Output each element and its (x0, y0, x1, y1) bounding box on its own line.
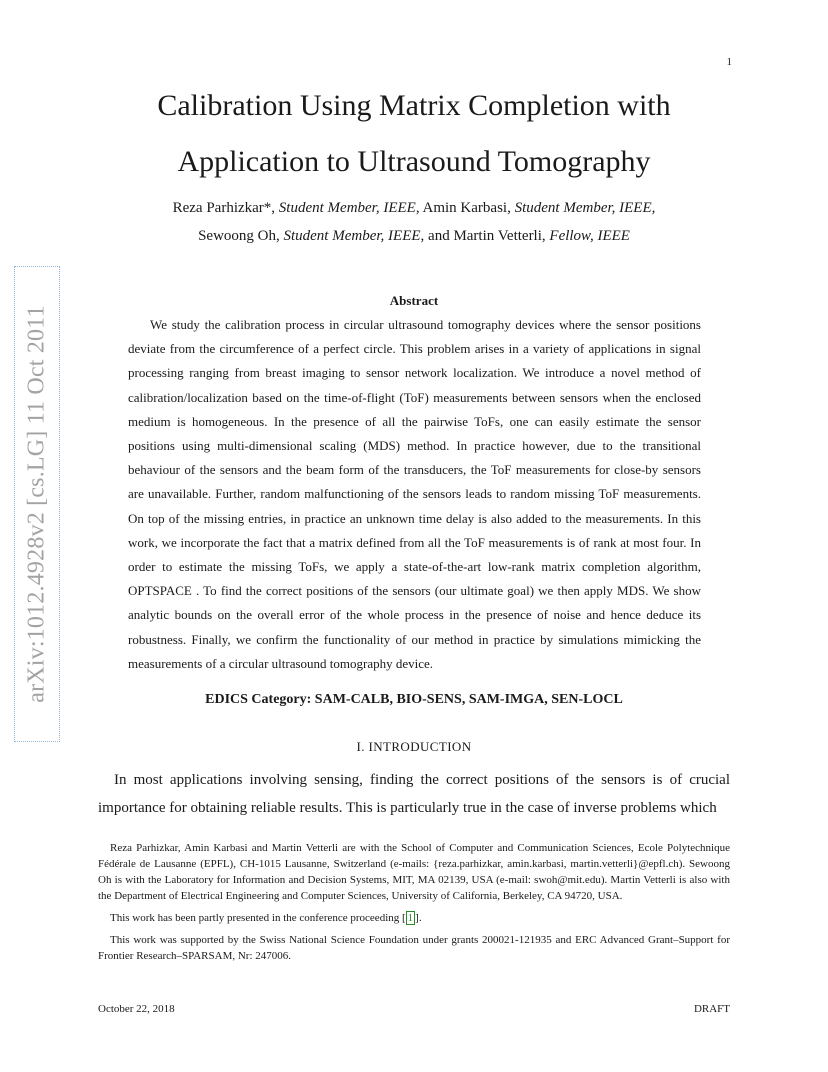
footnote-affiliation: Reza Parhizkar, Amin Karbasi and Martin Vetterli are with the School of Computer and Communication Sciences, Ecole Polytechnique Fédérale de Lausanne (EPFL), CH-1015 Lausanne, Switzerland (e-mails: {reza.parhizkar, amin.karbasi, martin.vetterli}@epfl.ch). Sewoong Oh is with the Laboratory for Information and Decision Systems, MIT, MA 02139, USA (e-mail: swoh@mit.edu). Martin Vetterli is also with the Department of Electrical Engineering and Computer Sciences, University of California, Berkeley, CA 94720, USA. (98, 842, 730, 902)
paper-title: Calibration Using Matrix Completion with Application to Ultrasound Tomography (157, 89, 671, 178)
footnote-conference: This work has been partly presented in the conference proceeding [ 1 ]. (110, 912, 422, 924)
footer-date: October 22, 2018 (98, 1003, 175, 1015)
arxiv-identifier-stamp[interactable] (14, 266, 60, 742)
footer-status: DRAFT (693, 1003, 730, 1015)
footnotes (98, 840, 730, 970)
author-line-1: Reza Parhizkar*, Student Member, IEEE, Amin Karbasi, Student Member, IEEE, (172, 200, 656, 216)
arxiv-identifier-text: arXiv:1012.4928v2 [cs.LG] 11 Oct 2011 (23, 305, 50, 703)
abstract-heading: Abstract (389, 293, 439, 308)
footnote-funding: This work was supported by the Swiss National Science Foundation under grants 200021-121935 and ERC Advanced Grant–Support for Frontier Research–SPARSAM, Nr: 247006. (98, 934, 730, 962)
introduction-text: In most applications involving sensing, finding the correct positions of the sensors is of crucial importance for obtaining reliable results. This is particularly true in the case of inverse problems which (98, 772, 730, 816)
author-line-2: Sewoong Oh, Student Member, IEEE, and Martin Vetterli, Fellow, IEEE (198, 228, 630, 244)
citation-link[interactable]: 1 (407, 912, 414, 924)
section-heading-introduction: I. INTRODUCTION (356, 739, 472, 754)
author-list (98, 194, 730, 250)
edics-category: EDICS Category: SAM-CALB, BIO-SENS, SAM-IMGA, SEN-LOCL (205, 692, 623, 707)
abstract-text: We study the calibration process in circular ultrasound tomography devices where the sensor positions deviate from the circumference of a perfect circle. This problem arises in a variety of applications in signal processing ranging from breast imaging to sensor network localization. We introduce a novel method of calibration/localization based on the time-of-flight (ToF) measurements between sensors when the enclosed medium is homogeneous. In the presence of all the pairwise ToFs, one can easily estimate the sensor positions using multi-dimensional scaling (MDS) method. In practice however, due to the transitional behaviour of the sensors and the beam form of the transducers, the ToF measurements for close-by sensors are unavailable. Further, random malfunctioning of the sensors leads to random missing ToF measurements. On top of the missing entries, in practice an unknown time delay is also added to the measurements. In this work, we incorporate the fact that a matrix defined from all the ToF measurements is of rank at most four. In order to estimate the missing ToFs, we apply a state-of-the-art low-rank matrix completion algorithm, OPTSPACE . To find the correct positions of the sensors (our ultimate goal) we then apply MDS. We show analytic bounds on the overall error of the whole process in the presence of noise and hence deduce its robustness. Finally, we confirm the functionality of our method in practice by simulations mimicking the measurements of a circular ultrasound tomography device. (128, 317, 701, 671)
page-number: 1 (726, 56, 732, 68)
